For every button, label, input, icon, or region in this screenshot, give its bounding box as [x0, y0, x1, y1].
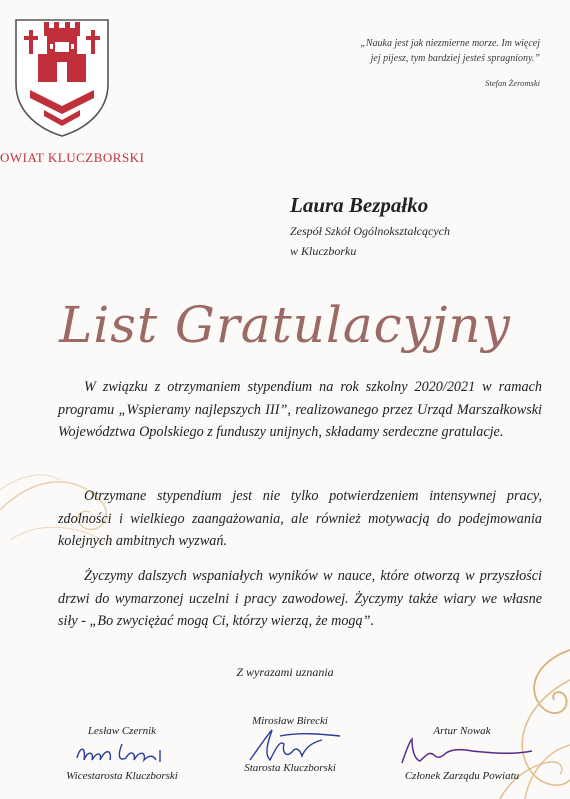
closing-phrase: Z wyrazami uznania — [236, 665, 334, 679]
county-name: OWIAT KLUCZBORSKI — [0, 150, 145, 165]
signatory-name: Lesław Czernik — [87, 725, 157, 737]
signatory-role: Wicestarosta Kluczborski — [66, 770, 178, 782]
coat-of-arms-logo — [10, 14, 114, 138]
handwritten-signature — [42, 736, 202, 772]
recipient-school-city: w Kluczborku — [290, 244, 357, 258]
signatory-name: Mirosław Birecki — [252, 715, 328, 727]
epigraph-quote — [250, 36, 540, 66]
handwritten-signature — [210, 722, 370, 766]
signatory-role: Starosta Kluczborski — [244, 762, 336, 774]
quote-author: Stefan Żeromski — [485, 78, 540, 88]
quote-line-2: jej pijesz, tym bardziej jesteś spragniony.” — [370, 53, 540, 64]
quote-line-1: „Nauka jest jak niezmierne morze. Im więcej — [360, 38, 540, 49]
handwritten-signature — [382, 733, 542, 769]
document-title: List Gratulacyjny — [59, 296, 511, 354]
recipient-name: Laura Bezpałko — [290, 193, 429, 217]
signatory-name: Artur Nowak — [433, 725, 491, 737]
body-paragraph: Życzymy dalszych wspaniałych wyników w nauce, które otworzą w przyszłości drzwi do wymarzonej uczelni i pracy zawodowej. Życzymy także wiary we własne siły - „Bo zwyciężać mogą Ci, którzy wierzą, że mogą”. — [58, 568, 542, 629]
body-paragraph: Otrzymane stypendium jest nie tylko potwierdzeniem intensywnej pracy, zdolności i wielkiego zaangażowania, ale również motywacją do podejmowania kolejnych ambitnych wyzwań. — [58, 488, 542, 549]
body-paragraph: W związku z otrzymaniem stypendium na rok szkolny 2020/2021 w ramach programu „Wspieramy najlepszych III”, realizowanego przez Urząd Marszałkowski Województwa Opolskiego z funduszy unijnych, składamy serdeczne gratulacje. — [58, 379, 542, 440]
signatory-role: Członek Zarządu Powiatu — [404, 770, 520, 782]
recipient-school: Zespół Szkół Ogólnokształcących — [290, 224, 450, 238]
